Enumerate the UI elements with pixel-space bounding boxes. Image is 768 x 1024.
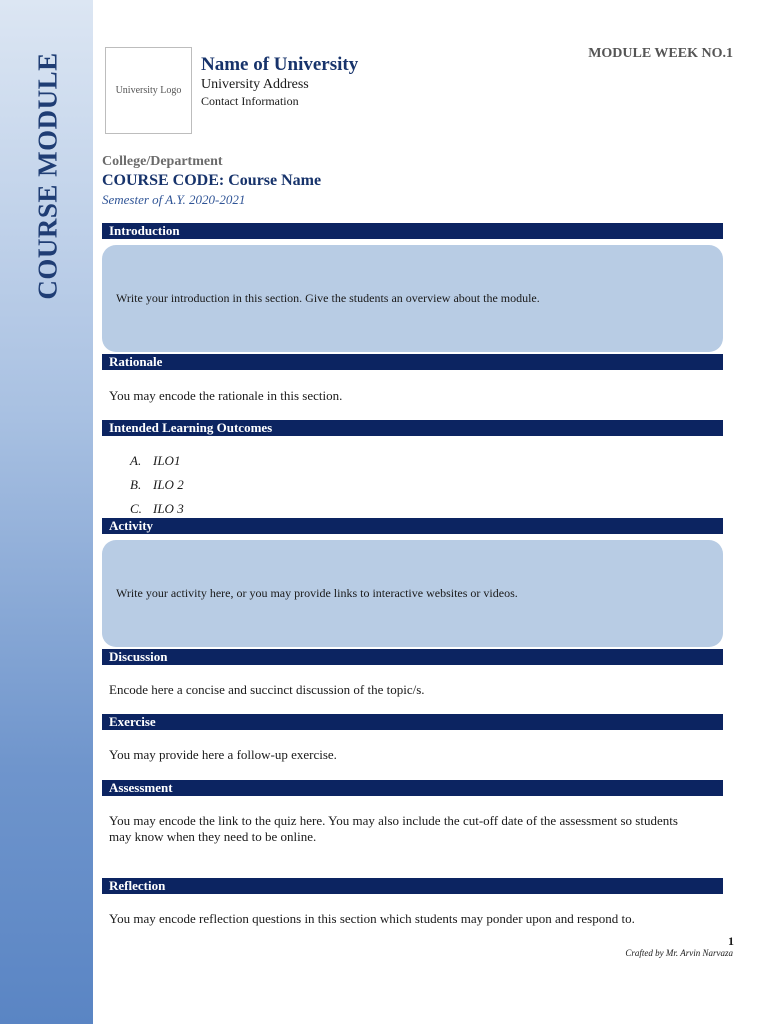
side-band <box>0 0 93 1024</box>
activity-text: Write your activity here, or you may provide links to interactive websites or videos. <box>116 586 518 600</box>
section-header-reflection: Reflection <box>102 878 723 894</box>
ilo-text: ILO 3 <box>153 501 184 516</box>
section-header-rationale: Rationale <box>102 354 723 370</box>
list-item <box>130 453 184 477</box>
assessment-text: You may encode the link to the quiz here. You may also include the cut-off date of the assessment so students may know when they need to be online. <box>109 813 678 844</box>
ilo-text: ILO1 <box>153 453 181 468</box>
reflection-text: You may encode reflection questions in this section which students may ponder upon and respond to. <box>109 911 635 926</box>
university-address: University Address <box>201 77 309 92</box>
section-header-exercise: Exercise <box>102 714 723 730</box>
introduction-text: Write your introduction in this section. Give the students an overview about the module. <box>116 291 540 305</box>
activity-panel <box>102 540 723 647</box>
list-item <box>130 477 184 501</box>
university-name: Name of University <box>201 54 359 75</box>
section-header-learning-outcomes: Intended Learning Outcomes <box>102 420 723 436</box>
page-number: 1 <box>728 934 734 948</box>
section-header-activity: Activity <box>102 518 723 534</box>
learning-outcomes-list <box>130 453 184 525</box>
course-code-name: COURSE CODE: Course Name <box>102 172 322 189</box>
module-week-label: MODULE WEEK NO.1 <box>588 46 733 61</box>
section-header-introduction: Introduction <box>102 223 723 239</box>
ilo-text: ILO 2 <box>153 477 184 492</box>
introduction-panel <box>102 245 723 352</box>
university-logo-placeholder <box>105 47 192 134</box>
section-header-assessment: Assessment <box>102 780 723 796</box>
college-department: College/Department <box>102 154 223 169</box>
ilo-letter: B. <box>130 477 142 492</box>
discussion-text: Encode here a concise and succinct discussion of the topic/s. <box>109 682 425 697</box>
section-header-discussion: Discussion <box>102 649 723 665</box>
ilo-letter: C. <box>130 501 142 516</box>
semester-label: Semester of A.Y. 2020-2021 <box>102 192 246 207</box>
contact-information: Contact Information <box>201 94 299 108</box>
author-credit: Crafted by Mr. Arvin Narvaza <box>625 948 733 958</box>
logo-placeholder-text: University Logo <box>115 85 182 96</box>
ilo-letter: A. <box>130 453 142 468</box>
exercise-text: You may provide here a follow-up exercise. <box>109 747 337 762</box>
course-module-vertical-title: COURSE MODULE <box>32 52 63 300</box>
rationale-text: You may encode the rationale in this section. <box>109 388 343 403</box>
